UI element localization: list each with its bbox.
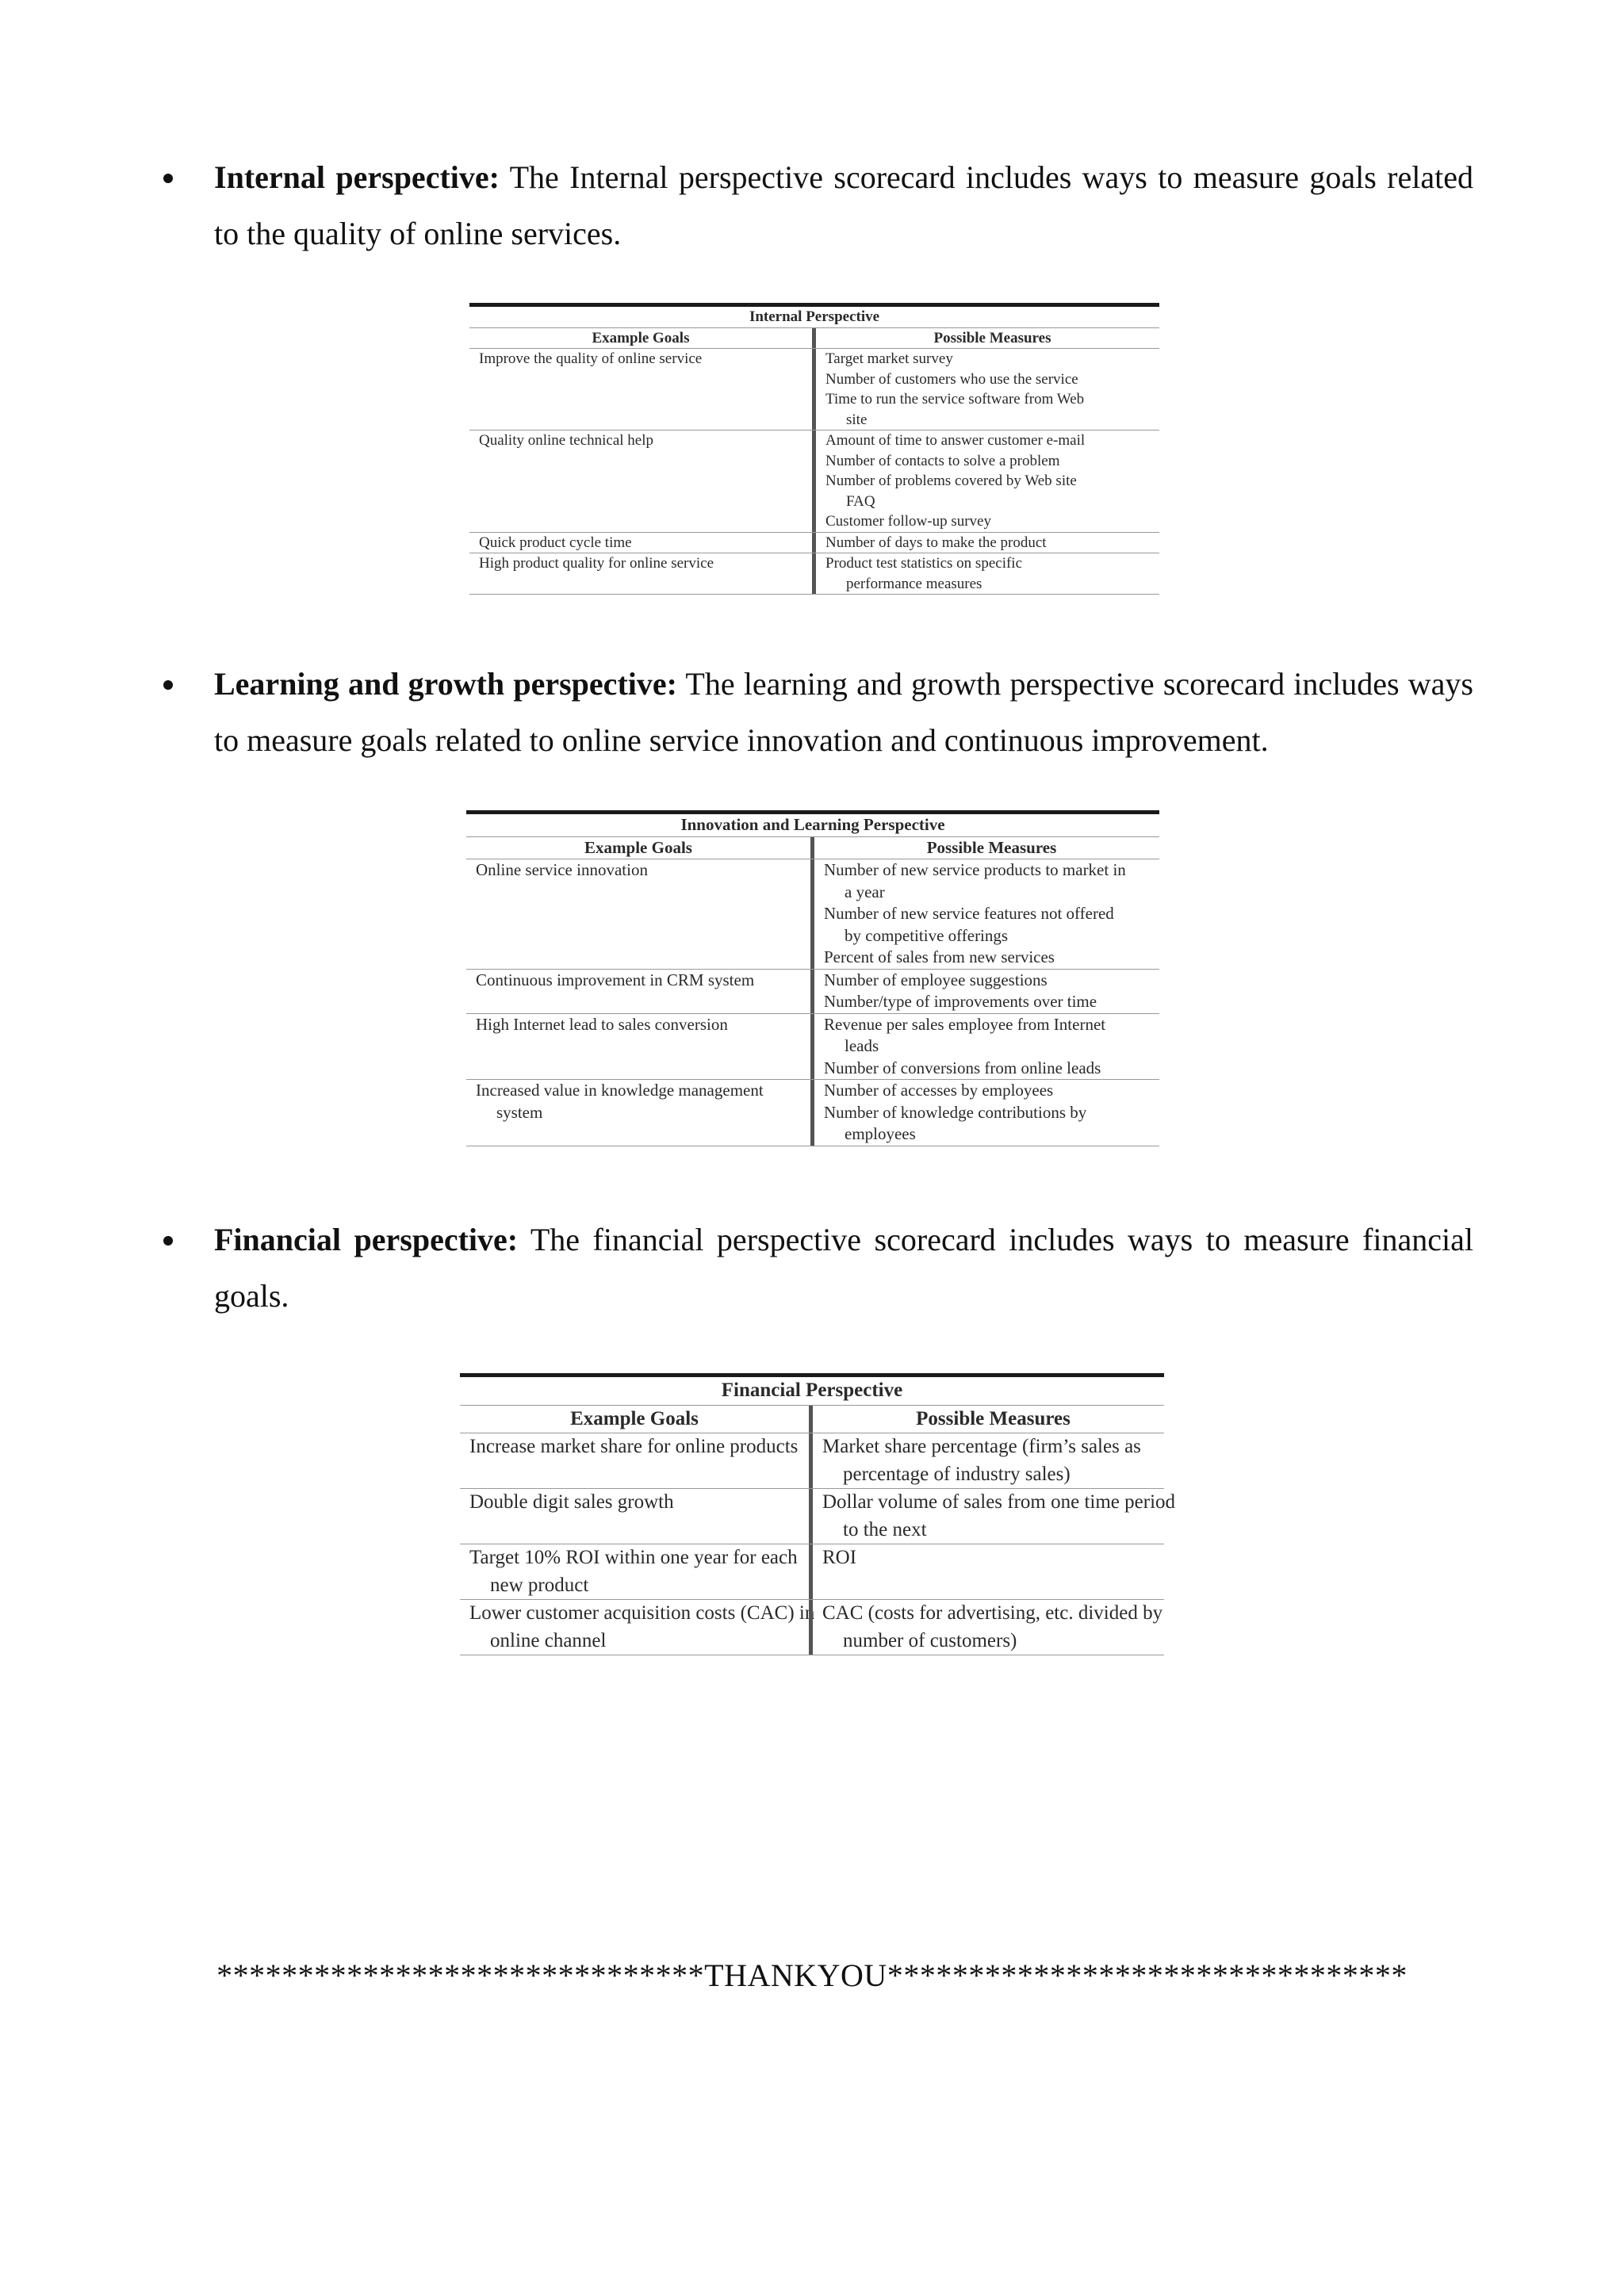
column-header-goals: Example Goals (584, 837, 692, 857)
column-header-measures: Possible Measures (812, 328, 1159, 349)
column-header-goals: Example Goals (570, 1407, 699, 1429)
measure-text: FAQ (846, 492, 875, 510)
bullet-icon (163, 174, 173, 183)
goal-cell (460, 1433, 809, 1488)
goal-cell (460, 1489, 809, 1544)
lead-text: Internal perspective: (214, 159, 500, 195)
bullet-paragraph (163, 656, 1473, 768)
table-row (460, 1489, 1176, 1544)
goal-cell (469, 349, 812, 430)
table-row (460, 1600, 1164, 1655)
section-financial (163, 1211, 1473, 1324)
measure-text: Amount of time to answer customer e-mail (825, 432, 1086, 449)
measure-text: ROI (822, 1547, 857, 1568)
table-header-row (469, 328, 1159, 350)
goal-cell (460, 1600, 815, 1655)
bullet-paragraph (163, 149, 1473, 262)
goal-cell (460, 1544, 809, 1599)
goal-text: Lower customer acquisition costs (CAC) in (469, 1602, 815, 1624)
measure-text: Target market survey (825, 350, 953, 367)
table-row (466, 859, 1159, 970)
paragraph-text: The Internal perspective scorecard includes ways to measure goals related to the quality of online services. (214, 159, 1473, 251)
measure-text: site (846, 411, 868, 428)
goal-cell (469, 533, 812, 553)
goal-text: Improve the quality of online service (479, 350, 703, 367)
measure-text: Percent of sales from new services (824, 947, 1055, 966)
measures-cell (810, 1014, 1159, 1080)
measures-cell (812, 533, 1159, 553)
goal-cell (466, 1080, 810, 1146)
goal-text: Online service innovation (476, 860, 648, 879)
table-row (469, 349, 1159, 430)
measure-text: Revenue per sales employee from Internet (824, 1014, 1106, 1034)
goal-cell (469, 553, 812, 594)
thank-you-footer: ******************************THANKYOU******************************** (216, 1957, 1408, 1993)
paragraph-text: The learning and growth perspective scorecard includes ways to measure goals related to online service innovation and continuous improvement. (214, 666, 1473, 758)
measure-text: a year (845, 882, 885, 901)
goal-text: Increased value in knowledge management (476, 1081, 764, 1100)
measure-text: Number of accesses by employees (824, 1081, 1054, 1100)
table-row (469, 430, 1159, 533)
goal-cell (466, 970, 810, 1013)
measures-cell (812, 349, 1159, 430)
measure-text: employees (845, 1124, 916, 1143)
measure-text: Dollar volume of sales from one time period (822, 1491, 1176, 1513)
lead-text: Learning and growth perspective: (214, 666, 677, 702)
table-row (466, 1080, 1159, 1146)
goal-text: Double digit sales growth (469, 1491, 674, 1513)
measure-text: Number of contacts to solve a problem (825, 452, 1060, 469)
measure-text: performance measures (846, 575, 982, 592)
measure-text: Number of employee suggestions (824, 970, 1048, 989)
internal-perspective-table (469, 303, 1159, 595)
measure-text: number of customers) (843, 1629, 1017, 1651)
goal-cell (469, 430, 812, 532)
goal-text: Increase market share for online products (469, 1436, 799, 1457)
bullet-icon (163, 1236, 173, 1246)
section-internal (163, 149, 1473, 262)
measure-text: Market share percentage (firm’s sales as (822, 1436, 1141, 1457)
table-title: Internal Perspective (469, 307, 1159, 328)
measure-text: Number of knowledge contributions by (824, 1102, 1087, 1122)
bullet-paragraph (163, 1211, 1473, 1324)
measures-cell (810, 859, 1159, 969)
goal-text: High Internet lead to sales conversion (476, 1014, 728, 1034)
table-row (469, 553, 1159, 595)
goal-text: High product quality for online service (479, 555, 714, 572)
measure-text: to the next (843, 1518, 927, 1540)
measure-text: Number of conversions from online leads (824, 1058, 1101, 1077)
column-header-goals: Example Goals (592, 329, 690, 346)
measures-cell (812, 430, 1159, 532)
goal-text: online channel (490, 1629, 607, 1651)
table-header-row (460, 1406, 1164, 1434)
column-header-measures: Possible Measures (809, 1406, 1164, 1433)
measures-cell (812, 553, 1159, 594)
table-title: Financial Perspective (460, 1377, 1164, 1406)
section-learning (163, 656, 1473, 768)
measure-text: Time to run the service software from Web (825, 391, 1085, 408)
goal-text: Continuous improvement in CRM system (476, 970, 755, 989)
measure-text: Customer follow-up survey (825, 513, 991, 530)
measure-text: Number/type of improvements over time (824, 992, 1097, 1011)
measures-cell (809, 1544, 1164, 1599)
goal-cell (466, 859, 810, 969)
table-row (460, 1433, 1164, 1489)
goal-text: Target 10% ROI within one year for each (469, 1547, 798, 1568)
bullet-icon (163, 680, 173, 690)
measures-cell (809, 1600, 1164, 1655)
goal-text: system (496, 1102, 543, 1122)
learning-perspective-table (466, 810, 1159, 1146)
measure-text: Product test statistics on specific (825, 555, 1023, 572)
measure-text: Number of problems covered by Web site (825, 473, 1077, 489)
table-row (469, 533, 1159, 554)
measure-text: CAC (costs for advertising, etc. divided by (822, 1602, 1163, 1624)
financial-perspective-table (460, 1373, 1176, 1655)
column-header-measures: Possible Measures (810, 837, 1159, 859)
goal-text: Quick product cycle time (479, 534, 632, 551)
measure-text: Number of new service features not offered (824, 904, 1114, 923)
goal-text: new product (490, 1574, 589, 1596)
table-title: Innovation and Learning Perspective (466, 814, 1159, 837)
measures-cell (809, 1489, 1176, 1544)
table-row (460, 1544, 1164, 1600)
measure-text: percentage of industry sales) (843, 1463, 1071, 1485)
table-header-row (466, 837, 1159, 860)
lead-text: Financial perspective: (214, 1222, 519, 1257)
goal-text: Quality online technical help (479, 432, 654, 449)
measures-cell (810, 970, 1159, 1013)
measure-text: leads (845, 1036, 879, 1055)
paragraph-text: The financial perspective scorecard includes ways to measure financial goals. (214, 1222, 1473, 1314)
measure-text: Number of new service products to market in (824, 860, 1126, 879)
measures-cell (810, 1080, 1159, 1146)
table-row (466, 1014, 1159, 1081)
goal-cell (466, 1014, 810, 1080)
measure-text: Number of days to make the product (825, 534, 1047, 551)
measures-cell (809, 1433, 1164, 1488)
table-row (466, 970, 1159, 1014)
measure-text: Number of customers who use the service (825, 370, 1078, 388)
measure-text: by competitive offerings (845, 925, 1009, 945)
